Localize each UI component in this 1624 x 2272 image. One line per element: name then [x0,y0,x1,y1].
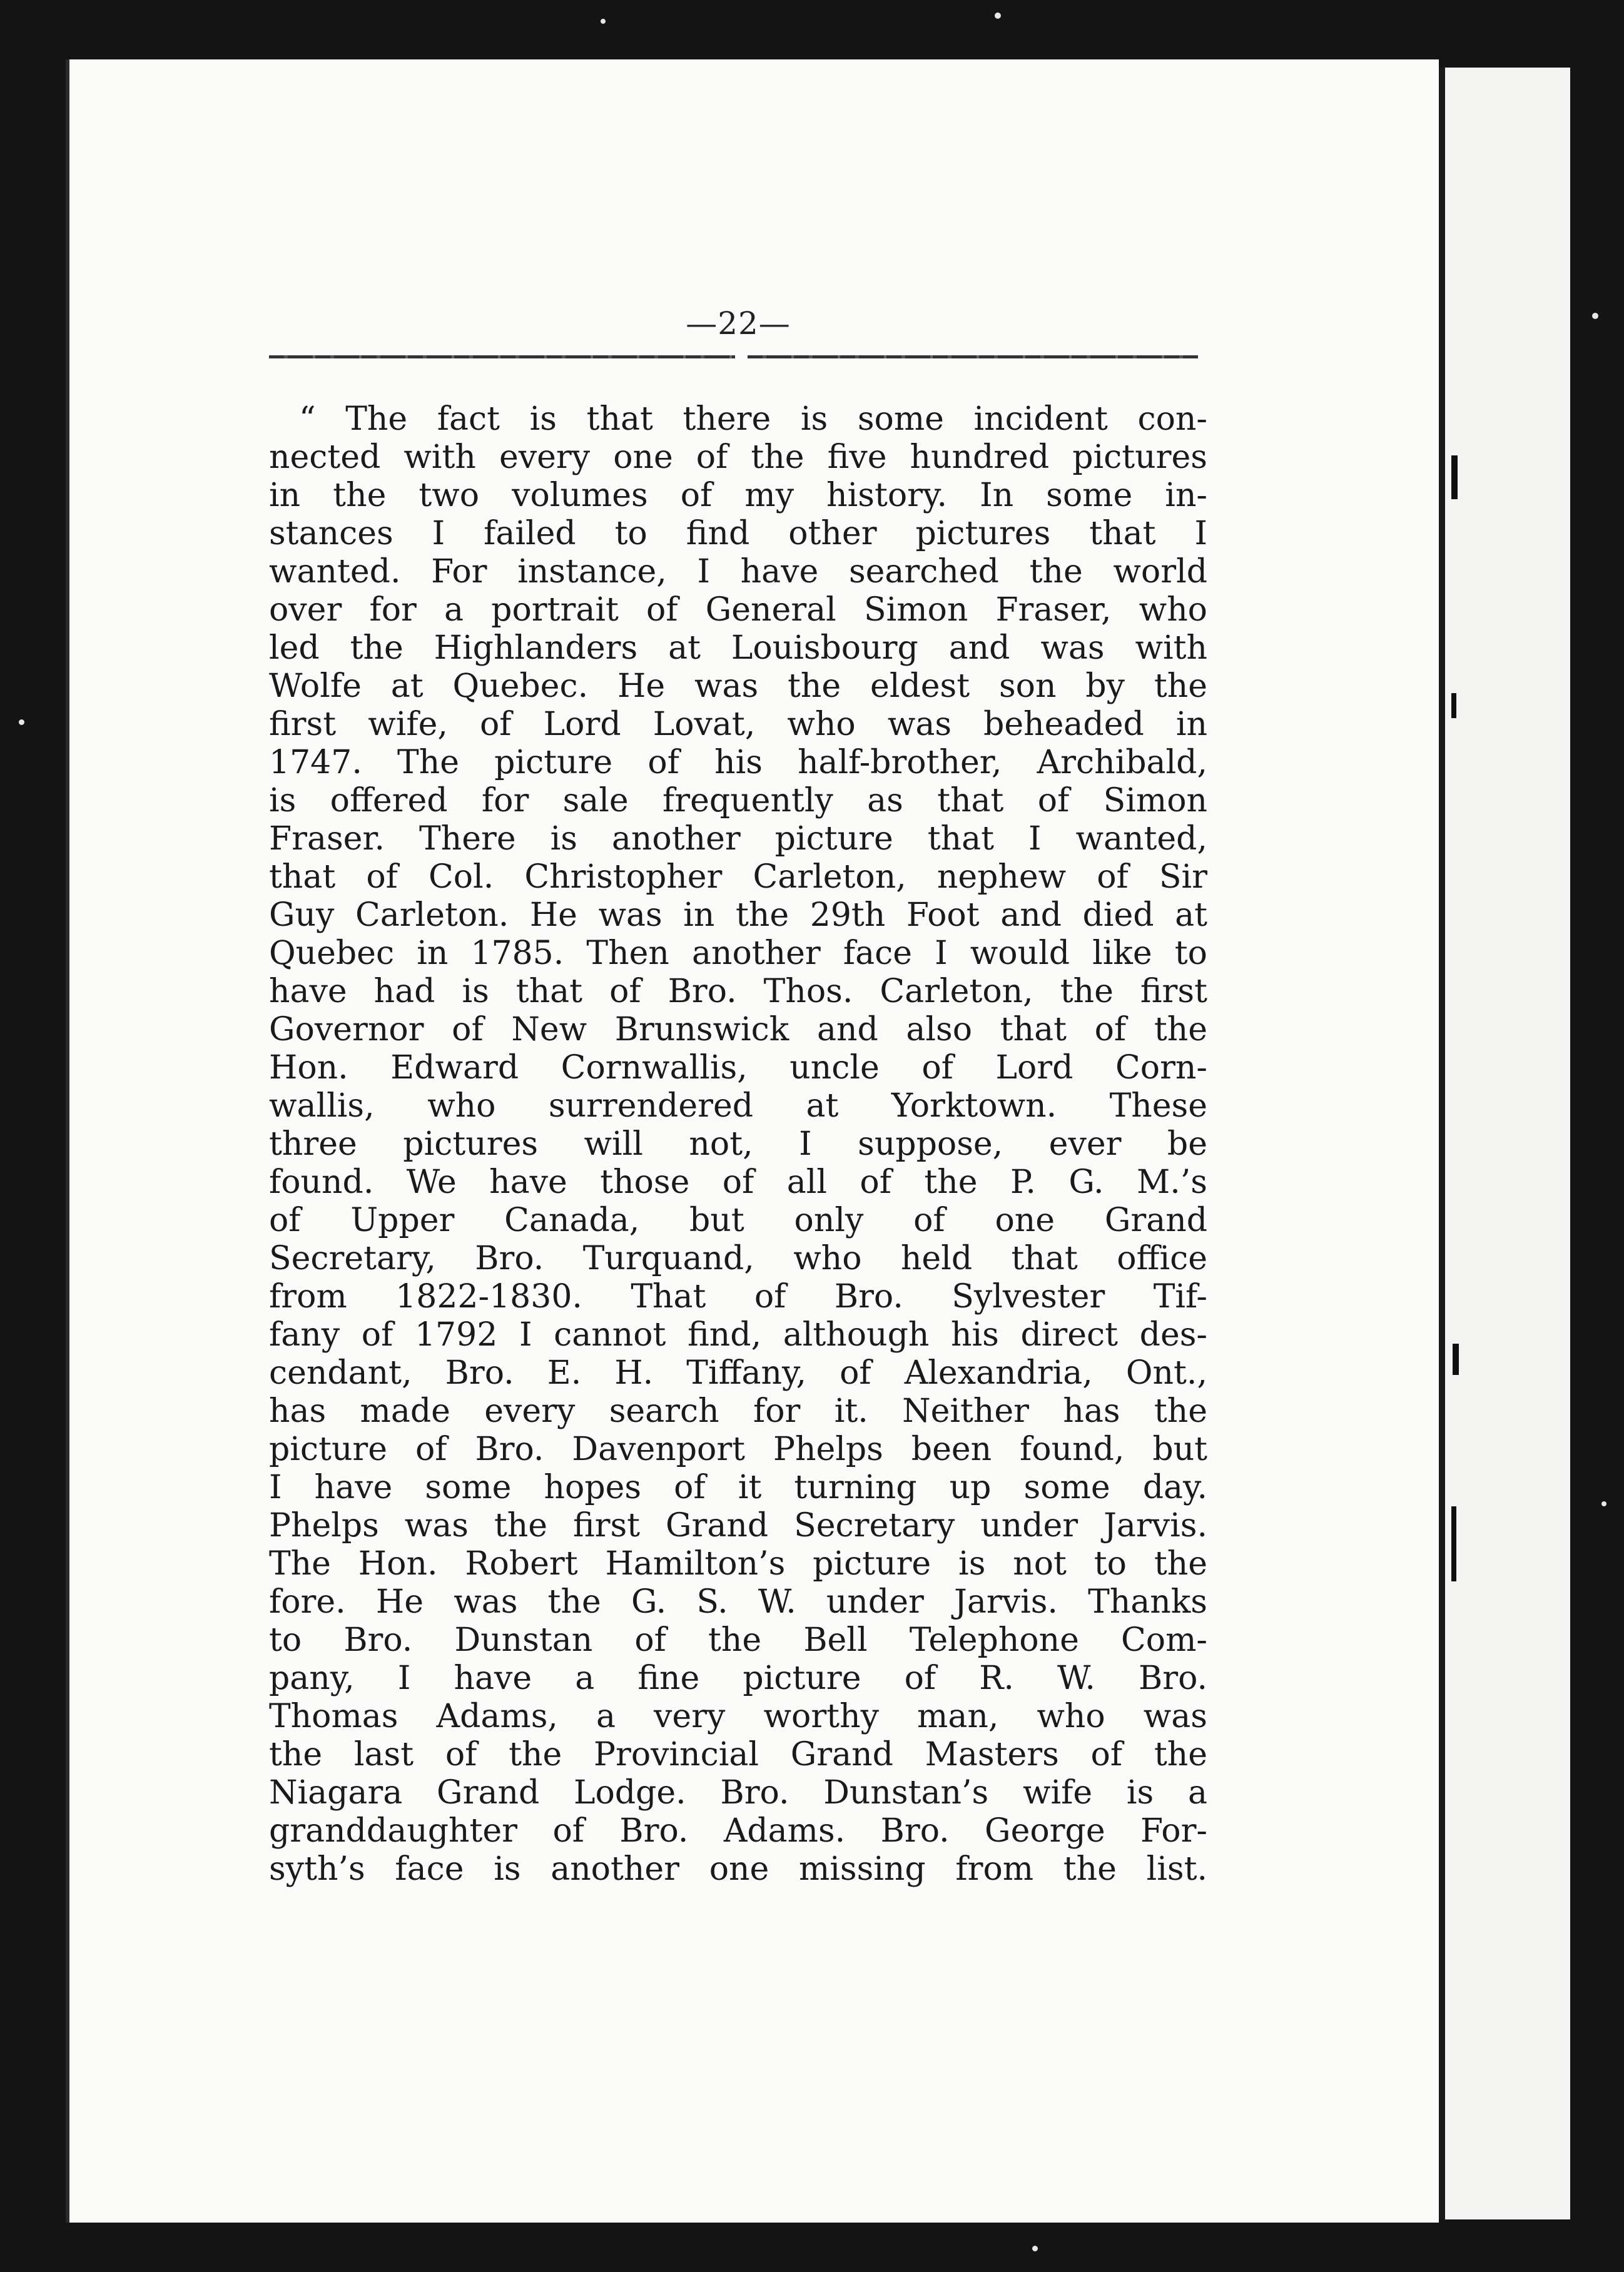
text-line: Thomas Adams, a very worthy man, who was [269,1698,1207,1735]
page-number: —22— [686,305,791,342]
text-line: “ The fact is that there is some incident con- [299,400,1207,438]
header-rule [748,355,1198,358]
scan-speck [1592,313,1598,319]
text-line: I have some hopes of it turning up some day. [269,1469,1207,1506]
text-line: have had is that of Bro. Thos. Carleton, the first [269,973,1207,1010]
text-line: Secretary, Bro. Turquand, who held that office [269,1240,1207,1277]
text-line: of Upper Canada, but only of one Grand [269,1202,1207,1239]
text-line: wallis, who surrendered at Yorktown. These [269,1087,1207,1125]
text-line: in the two volumes of my history. In some in- [269,477,1207,514]
text-line: three pictures will not, I suppose, ever be [269,1125,1207,1163]
text-line: fany of 1792 I cannot find, although his direct des- [269,1316,1207,1354]
text-line: Hon. Edward Cornwallis, uncle of Lord Corn- [269,1049,1207,1087]
text-line: Guy Carleton. He was in the 29th Foot and died at [269,896,1207,934]
text-line: fore. He was the G. S. W. under Jarvis. Thanks [269,1583,1207,1621]
text-line: the last of the Provincial Grand Masters of the [269,1736,1207,1773]
text-line: syth’s face is another one missing from the list. [269,1850,1207,1888]
binding-mark [1451,1506,1456,1581]
scan-speck [19,719,24,725]
scan-speck [601,19,606,24]
scan-speck [995,13,1001,19]
binding-mark [1453,1344,1459,1375]
text-line: granddaughter of Bro. Adams. Bro. George For- [269,1812,1207,1850]
text-line: Fraser. There is another picture that I wanted, [269,820,1207,858]
text-line: to Bro. Dunstan of the Bell Telephone Com- [269,1621,1207,1659]
text-line: is offered for sale frequently as that of Simon [269,782,1207,819]
text-line: pany, I have a fine picture of R. W. Bro. [269,1660,1207,1697]
text-line: stances I failed to find other pictures that I [269,515,1207,552]
text-line: nected with every one of the five hundred pictures [269,439,1207,476]
text-line: picture of Bro. Davenport Phelps been found, but [269,1431,1207,1468]
text-line: cendant, Bro. E. H. Tiffany, of Alexandria, Ont., [269,1354,1207,1392]
text-line: first wife, of Lord Lovat, who was beheaded in [269,706,1207,743]
text-line: Governor of New Brunswick and also that of the [269,1011,1207,1048]
text-line: Quebec in 1785. Then another face I would like to [269,935,1207,972]
scan-speck [1032,2246,1038,2251]
binding-mark [1451,693,1456,718]
binding-mark [1451,455,1458,499]
text-line: wanted. For instance, I have searched the world [269,553,1207,591]
facing-page-edge [1439,68,1570,2219]
text-line: that of Col. Christopher Carleton, nephew of Sir [269,858,1207,896]
text-line: Niagara Grand Lodge. Bro. Dunstan’s wife is a [269,1774,1207,1812]
scan-speck [1601,1501,1606,1506]
text-line: has made every search for it. Neither has the [269,1392,1207,1430]
text-line: 1747. The picture of his half-brother, Archibald, [269,744,1207,781]
text-line: Phelps was the first Grand Secretary under Jarvis. [269,1507,1207,1544]
text-line: Wolfe at Quebec. He was the eldest son by the [269,667,1207,705]
header-rule [269,355,735,358]
text-line: from 1822-1830. That of Bro. Sylvester Tif- [269,1278,1207,1316]
text-line: led the Highlanders at Louisbourg and was with [269,629,1207,667]
text-line: The Hon. Robert Hamilton’s picture is not to the [269,1545,1207,1583]
text-line: over for a portrait of General Simon Fraser, who [269,591,1207,629]
text-line: found. We have those of all of the P. G. M.’s [269,1164,1207,1201]
body-paragraph [269,400,1207,1889]
